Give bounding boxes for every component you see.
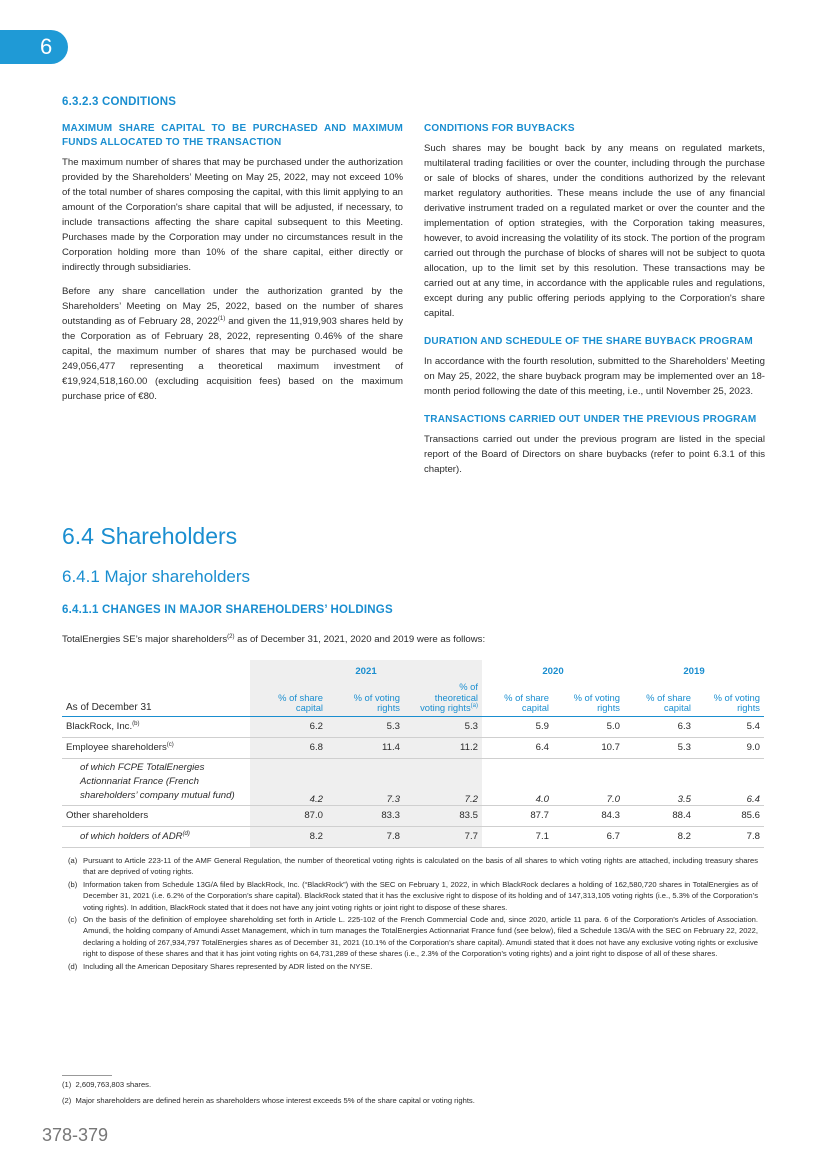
column-header: % of voting rights: [327, 682, 404, 716]
table-row: [62, 737, 764, 758]
buybacks-subheading: CONDITIONS FOR BUYBACKS: [424, 123, 575, 134]
row-label: BlackRock, Inc.$^{(b)}$: [62, 716, 250, 737]
column-header: % of share capital: [482, 682, 553, 716]
left-paragraph-1: The maximum number of shares that may be purchased under the authorization provided by the Shareholders’ Meeting on May 25, 2022, may not exceed 10% of the total number of shares composing the capital, with this limit applying to an amount of the Corporation's share capital that will be adjusted, if necessary, to include transactions affecting the share capital subsequent to this Meeting. Purchases made by the Corporation may under no circumstances result in the Corporation holding more than 10% of the share capital, either directly or indirectly through subsidiaries.: [62, 157, 403, 273]
table-cell: 7.0: [553, 758, 624, 805]
transactions-subheading: TRANSACTIONS CARRIED OUT UNDER THE PREVIOUS PROGRAM: [424, 414, 757, 425]
row-label: Employee shareholders$^{(c)}$: [62, 737, 250, 758]
table-note: (b) Information taken from Schedule 13G/A filed by BlackRock, Inc. (“BlackRock”) with the SEC on February 1, 2022, in which BlackRock declares a holding of 162,580,720 shares in TotalEnergies as of December 31, 2021 (i.e. 6.2% of the Corporation’s share capital). BlackRock stated that it has the exclusive right to dispose of its holding and of 147,313,105 voting rights (i.e., 5.3% of the Corporation’s voting rights). In addition, BlackRock stated that it does not have any joint voting rights or joint right to dispose of these shares.: [68, 879, 758, 912]
table-note: (a) Pursuant to Article 223-11 of the AMF General Regulation, the number of theoretical voting rights is calculated on the basis of all shares to which voting rights are attached, including treasury shares that are deprived of voting rights.: [68, 856, 758, 877]
table-cell: 87.0: [250, 805, 327, 826]
column-header: % of share capital: [250, 682, 327, 716]
right-column: [424, 122, 765, 486]
table-note: (c) On the basis of the definition of employee shareholding set forth in Article L. 225-102 of the French Commercial Code and, since 2020, article 11 para. 6 of the Corporation’s Articles of Association. Amundi, the holding company of Amundi Asset Management, which in turn manages the TotalEnergies Actionnariat France fund (see below), filed a Schedule 13G/A with the SEC on February 22, 2022, declaring a holding of 267,934,797 TotalEnergies shares as of December 31, 2021 (10.1% of the Corporation’s share capital). Amundi stated that it does not have any exclusive voting rights or exclusive right to dispose of these shares and that it has joint voting rights on 64,731,289 of these shares (i.e., 2.3% of the Corporation’s voting rights) and a joint right to dispose of all of these shares.: [68, 915, 758, 959]
table-cell: 5.9: [482, 716, 553, 737]
row-label: Other shareholders: [62, 805, 250, 826]
table-cell: 88.4: [624, 805, 695, 826]
table-cell: 6.4: [482, 737, 553, 758]
table-cell: 11.2: [404, 737, 482, 758]
table-cell: 7.8: [327, 826, 404, 847]
buybacks-paragraph: Such shares may be bought back by any means on regulated markets, multilateral trading facilities or over the counter, including through the purchase or sale of blocks of shares, under the conditions authorized by the relevant market regulatory authorities. These means include the use of any financial derivative instrument traded on a regulated market or over the counter and the implementation of option strategies, with the Corporation taking measures, however, to avoid increasing the volatility of its stock. The portion of the program carried out through the purchase of blocks of shares will not be subject to quota allocation, up to the limit set by this resolution. These transactions may be carried out at any time, in accordance with the applicable rules and regulations, except during any public offering periods applying to the Corporation's share capital.: [424, 143, 765, 319]
table-row: [62, 805, 764, 826]
column-header-row: [62, 682, 764, 716]
year-2020: 2020: [542, 665, 564, 677]
changes-heading: 6.4.1.1 CHANGES IN MAJOR SHAREHOLDERS’ HOLDINGS: [62, 604, 393, 616]
column-header: % of voting rights: [695, 682, 764, 716]
year-2019: 2019: [683, 665, 705, 677]
table-cell: 7.7: [404, 826, 482, 847]
transactions-paragraph: Transactions carried out under the previous program are listed in the special report of the Board of Directors on share buybacks (refer to point 6.3.1 of this chapter).: [424, 434, 765, 475]
table-cell: 9.0: [695, 737, 764, 758]
table-cell: 83.3: [327, 805, 404, 826]
table-cell: 83.5: [404, 805, 482, 826]
row-label: of which FCPE TotalEnergies Actionnariat France (French shareholders’ company mutual fund): [62, 758, 250, 805]
duration-paragraph: In accordance with the fourth resolution, submitted to the Shareholders’ Meeting on May 25, 2022, the share buyback program may be implemented over an 18-month period following the date of this meeting, i.e., until November 25, 2023.: [424, 356, 765, 397]
table-cell: 5.0: [553, 716, 624, 737]
column-header: % of share capital: [624, 682, 695, 716]
shareholders-heading: 6.4 Shareholders: [62, 523, 238, 549]
table-cell: 6.4: [695, 758, 764, 805]
footnote: (2) Major shareholders are defined herein as shareholders whose interest exceeds 5% of the share capital or voting rights.: [62, 1096, 475, 1105]
table-cell: 5.3: [624, 737, 695, 758]
left-subheading: MAXIMUM SHARE CAPITAL TO BE PURCHASED AND MAXIMUM FUNDS ALLOCATED TO THE TRANSACTION: [62, 123, 403, 148]
table-cell: 6.8: [250, 737, 327, 758]
table-cell: 10.7: [553, 737, 624, 758]
left-paragraph-2: Before any share cancellation under the authorization granted by the Shareholders’ Meeting on May 25, 2022, based on the number of shares outstanding as of February 28, 2022$^{(1)}$ and given the 11,919,903 shares held by the Corporation as of February 28, 2022, representing 0.46% of the share capital, the maximum number of shares that may be purchased would be 249,056,477 representing a theoretical maximum investment of €19,924,518,160.00 (excluding acquisition fees) based on the maximum purchase price of €80.: [62, 286, 403, 402]
table-cell: 7.1: [482, 826, 553, 847]
year-2021: 2021: [250, 660, 482, 682]
footnote-divider: [62, 1075, 112, 1076]
chapter-tab: 6: [0, 30, 68, 64]
table-intro: TotalEnergies SE’s major shareholders$^{(2)}$ as of December 31, 2021, 2020 and 2019 were as follows:: [62, 633, 486, 645]
table-cell: 11.4: [327, 737, 404, 758]
table-cell: 4.2: [250, 758, 327, 805]
footnote: (1) 2,609,763,803 shares.: [62, 1080, 152, 1089]
table-notes: [68, 855, 758, 973]
table-row: [62, 758, 764, 805]
row-label-header: As of December 31: [62, 682, 250, 716]
table-cell: 7.2: [404, 758, 482, 805]
section-heading: 6.3.2.3 CONDITIONS: [62, 96, 177, 108]
table-cell: 5.4: [695, 716, 764, 737]
table-cell: 85.6: [695, 805, 764, 826]
left-column: [62, 122, 403, 413]
table-cell: 5.3: [327, 716, 404, 737]
table-cell: 8.2: [250, 826, 327, 847]
table-cell: 6.3: [624, 716, 695, 737]
table-cell: 6.2: [250, 716, 327, 737]
table-cell: 8.2: [624, 826, 695, 847]
table-note: (d) Including all the American Depositary Shares represented by ADR listed on the NYSE.: [68, 961, 373, 971]
table-row: [62, 716, 764, 737]
table-cell: 7.3: [327, 758, 404, 805]
column-header: % of voting rights: [553, 682, 624, 716]
major-shareholders-heading: 6.4.1 Major shareholders: [62, 567, 251, 586]
shareholders-table: [62, 660, 764, 848]
table-cell: 84.3: [553, 805, 624, 826]
row-label: of which holders of ADR$^{(d)}$: [62, 826, 250, 847]
table-cell: 3.5: [624, 758, 695, 805]
page-number: 378-379: [42, 1125, 109, 1145]
table-cell: 4.0: [482, 758, 553, 805]
year-header-row: [62, 660, 764, 682]
table-cell: 7.8: [695, 826, 764, 847]
table-row: [62, 826, 764, 847]
table-cell: 6.7: [553, 826, 624, 847]
duration-subheading: DURATION AND SCHEDULE OF THE SHARE BUYBACK PROGRAM: [424, 336, 753, 347]
table-cell: 87.7: [482, 805, 553, 826]
table-cell: 5.3: [404, 716, 482, 737]
column-header: % of theoretical voting rights$^{(a)}$: [404, 682, 482, 716]
